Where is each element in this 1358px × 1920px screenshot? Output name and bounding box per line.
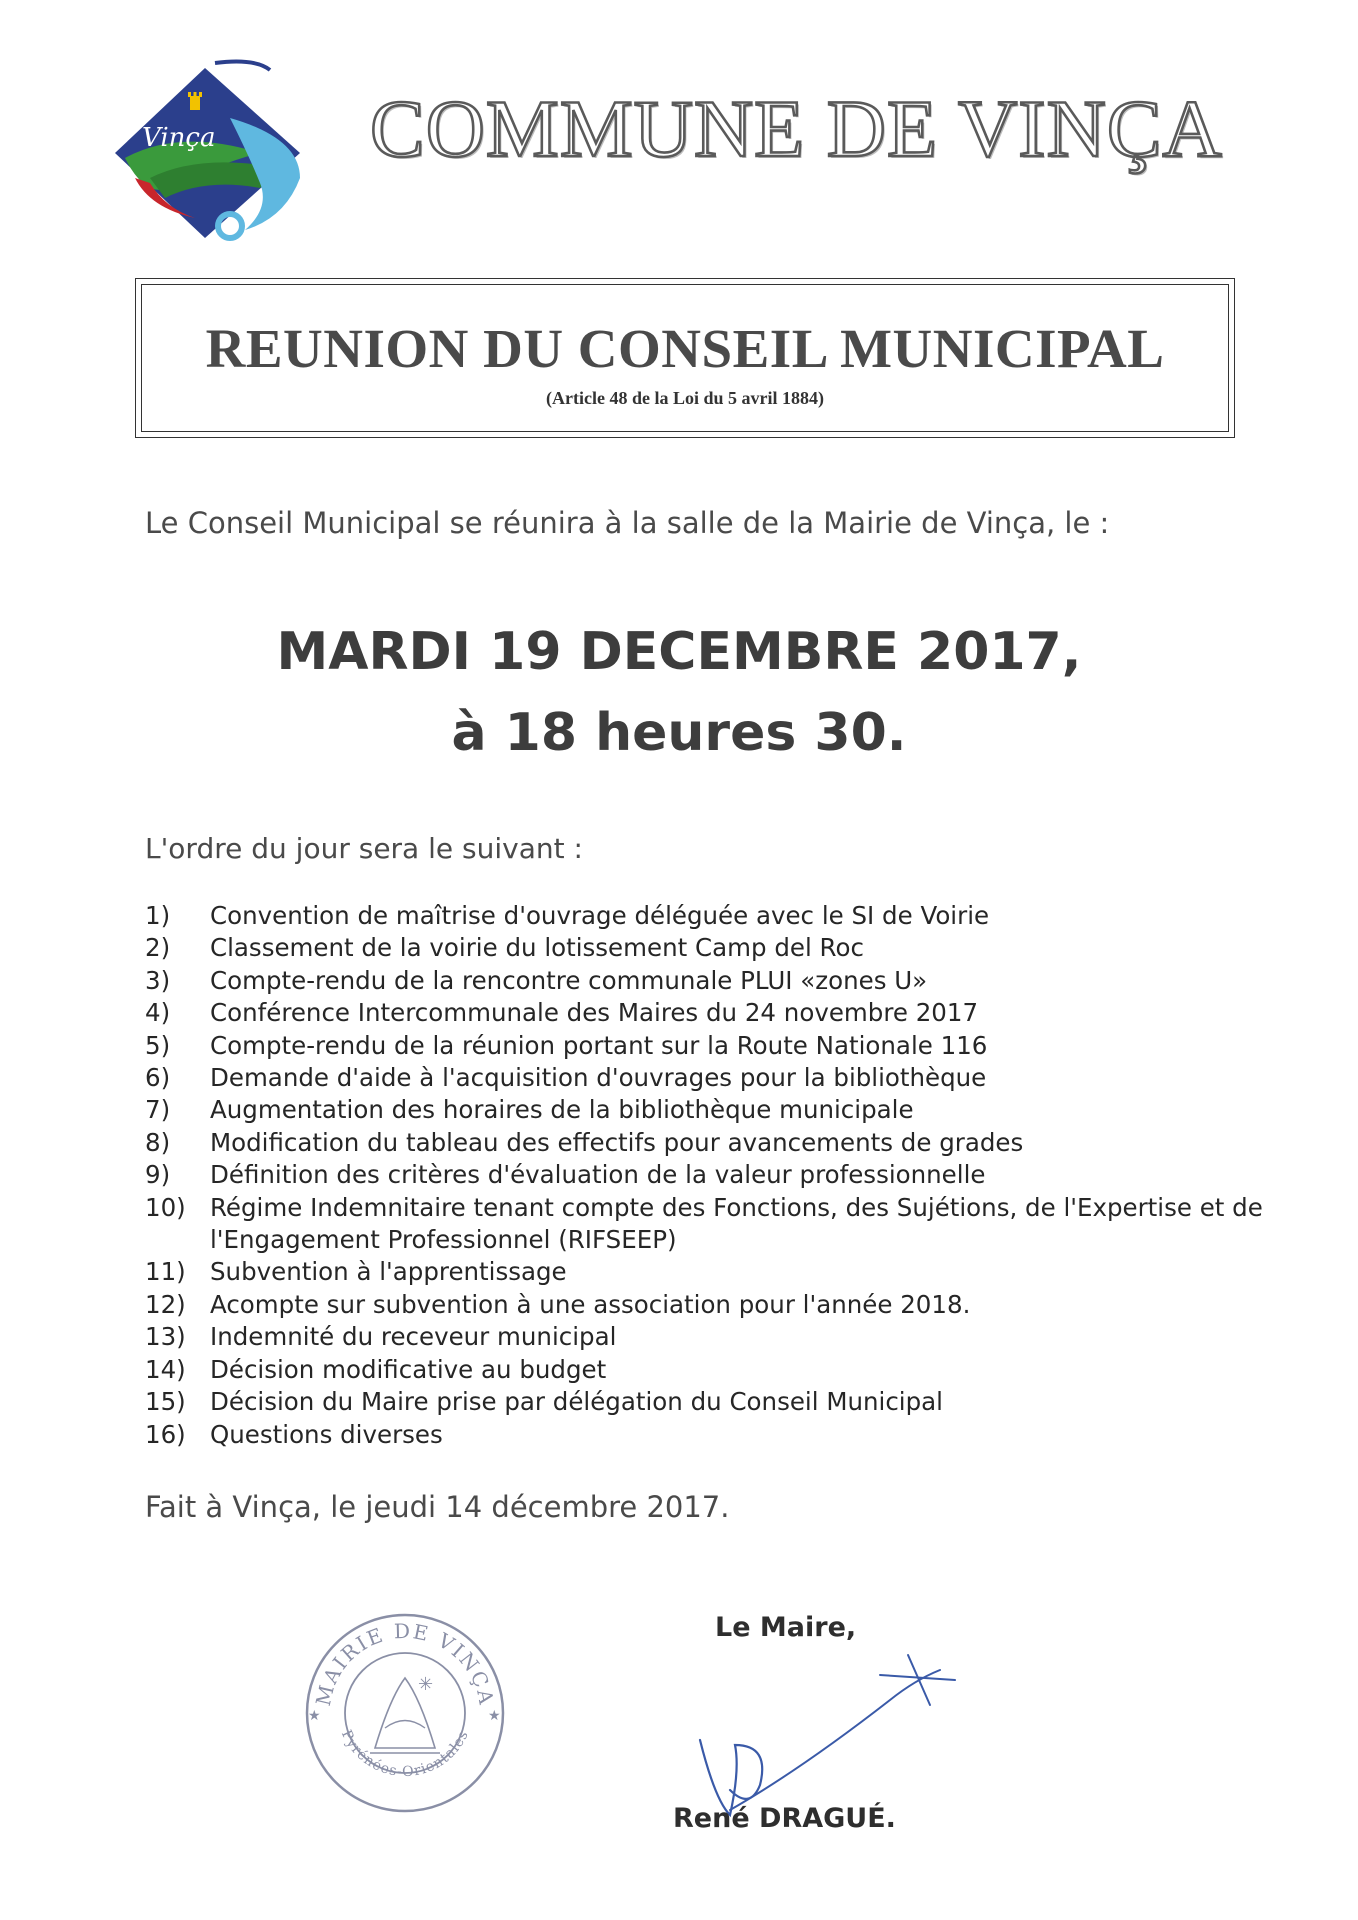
agenda-item-text: Classement de la voirie du lotissement Camp del Roc [210,933,864,963]
commune-logo [110,58,320,248]
agenda-item [145,1159,1265,1191]
agenda-list [145,900,1265,1451]
agenda-item-number: 6) [145,1063,171,1093]
mayor-name: René DRAGUÉ. [673,1803,896,1834]
agenda-item-number: 5) [145,1030,171,1060]
agenda-item [145,1386,1265,1418]
agenda-item-number: 9) [145,1160,171,1190]
agenda-item-text: Compte-rendu de la rencontre communale PLUI «zones U» [210,965,928,995]
official-stamp-icon [300,1608,510,1818]
seal-top-text: MAIRIE DE VINÇA [310,1618,499,1709]
agenda-item-text: Augmentation des horaires de la bibliothèque municipale [210,1095,914,1125]
agenda-item-number: 11) [145,1257,186,1287]
agenda-item-number: 2) [145,933,171,963]
agenda-item [145,1192,1265,1257]
svg-text:✳: ✳ [418,1674,434,1694]
agenda-item-text: Subvention à l'apprentissage [210,1257,567,1287]
agenda-item-text: Définition des critères d'évaluation de la valeur professionnelle [210,1160,986,1190]
legal-reference: (Article 48 de la Loi du 5 avril 1884) [546,388,824,408]
svg-text:★: ★ [488,1709,501,1724]
agenda-item-number: 7) [145,1095,171,1125]
agenda-item-text: Acompte sur subvention à une association pour l'année 2018. [210,1289,971,1319]
meeting-title-frame [135,278,1235,438]
svg-text:★: ★ [308,1709,321,1724]
meeting-time: à 18 heures 30. [451,703,907,763]
agenda-item-number: 10) [145,1192,186,1222]
agenda-item [145,965,1265,997]
vinca-logo-icon [110,58,320,248]
agenda-item [145,1354,1265,1386]
agenda-item-text: Décision modificative au budget [210,1354,607,1384]
agenda-item [145,1127,1265,1159]
agenda-item-number: 4) [145,998,171,1028]
mairie-seal [300,1608,510,1818]
agenda-item [145,932,1265,964]
agenda-item-text: Décision du Maire prise par délégation du Conseil Municipal [210,1387,943,1417]
logo-text: Vinça [142,123,216,153]
agenda-item [145,1094,1265,1126]
agenda-item-text: Convention de maîtrise d'ouvrage déléguée avec le SI de Voirie [210,901,990,930]
agenda-item [145,1289,1265,1321]
agenda-item [145,997,1265,1029]
agenda-item [145,1062,1265,1094]
agenda-item-number: 8) [145,1127,171,1157]
agenda-item-text: Compte-rendu de la réunion portant sur la Route Nationale 116 [210,1030,988,1060]
place-and-date: Fait à Vinça, le jeudi 14 décembre 2017. [145,1490,730,1524]
agenda-item [145,1256,1265,1288]
agenda-item-number: 16) [145,1419,186,1449]
agenda-item-number: 15) [145,1387,186,1417]
agenda-item-text: Modification du tableau des effectifs pour avancements de grades [210,1127,1024,1157]
agenda-item-text: Conférence Intercommunale des Maires du 24 novembre 2017 [210,998,979,1028]
agenda-item-number: 1) [145,901,171,930]
agenda-item-text: Indemnité du receveur municipal [210,1322,617,1352]
agenda-item-number: 13) [145,1322,186,1352]
meeting-title: REUNION DU CONSEIL MUNICIPAL [205,318,1165,379]
agenda-item [145,900,1265,932]
commune-title: COMMUNE DE VINÇA [370,83,1223,174]
agenda-item [145,1419,1265,1451]
agenda-item [145,1030,1265,1062]
mayor-label: Le Maire, [715,1612,857,1643]
meeting-date: MARDI 19 DECEMBRE 2017, [276,622,1082,682]
seal-bottom-text: Pyrénées-Orientales [337,1727,473,1781]
agenda-item-text: Questions diverses [210,1419,443,1449]
agenda-item-text: Demande d'aide à l'acquisition d'ouvrages pour la bibliothèque [210,1063,987,1093]
agenda-item-number: 12) [145,1289,186,1319]
agenda-item-number: 14) [145,1354,186,1384]
agenda-intro: L'ordre du jour sera le suivant : [145,832,583,865]
agenda-item [145,1321,1265,1353]
meeting-intro: Le Conseil Municipal se réunira à la salle de la Mairie de Vinça, le : [145,506,1110,540]
agenda-item-text: Régime Indemnitaire tenant compte des Fonctions, des Sujétions, de l'Expertise et de l'Engagement Professionnel (RIFSEEP) [210,1192,1263,1255]
agenda-item-number: 3) [145,965,171,995]
